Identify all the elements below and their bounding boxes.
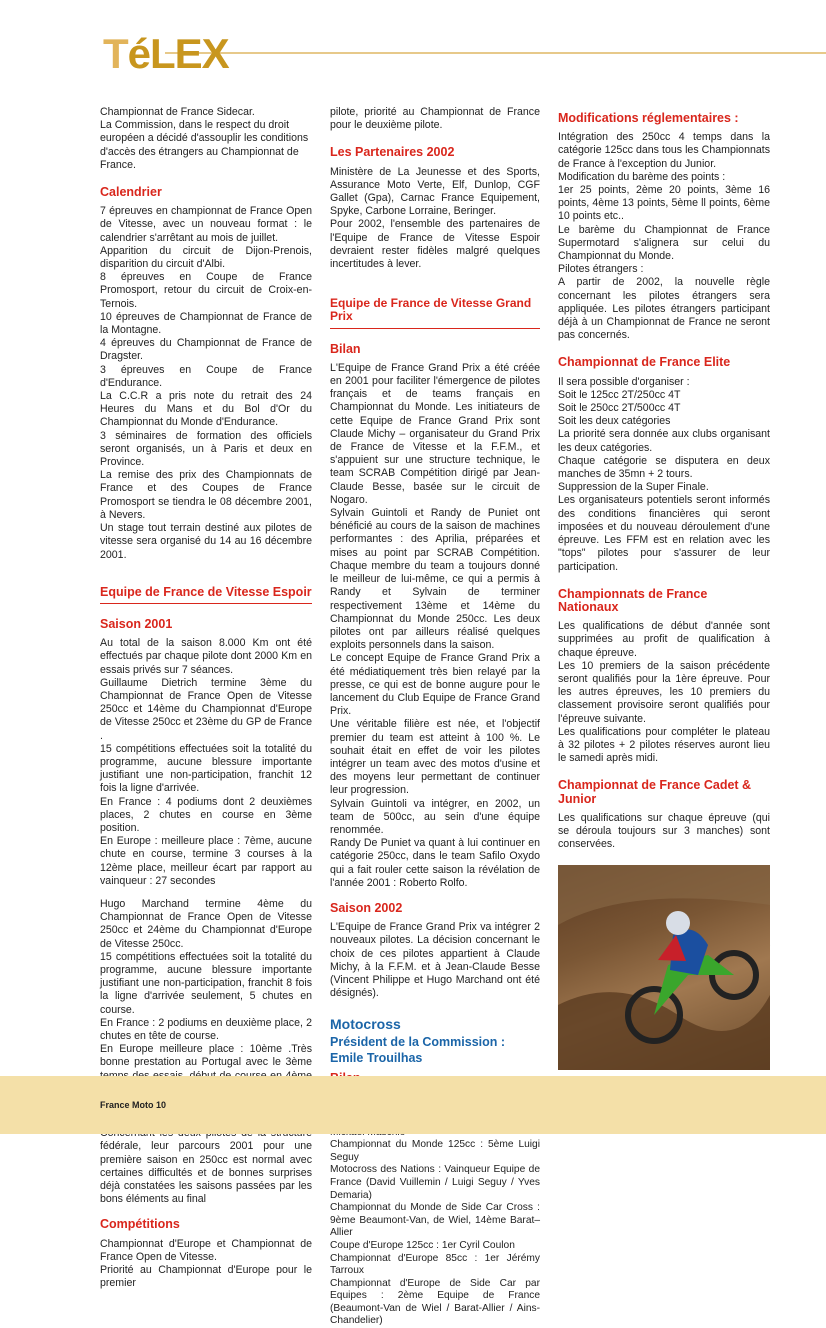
- modif-item: A partir de 2002, la nouvelle règle concernant les pilotes étrangers sera appliquée. Les pilotes étrangers participant déjà à un Championnat de France ne seront pas concernés.: [558, 276, 770, 342]
- cadet-heading: Championnat de France Cadet & Junior: [558, 778, 752, 806]
- mx-bilan-item: Coupe d'Europe 125cc : 1er Cyril Coulon: [330, 1239, 515, 1251]
- gp-bilan-paragraph: Le concept Equipe de France Grand Prix a été médiatiquement très bien relayé par la presse, ce qui est de bonne augure pour le lancement du Club Equipe de France Grand Prix.: [330, 652, 540, 718]
- nationaux-list: [558, 620, 770, 765]
- calendrier-item: Apparition du circuit de Dijon-Prenois, disparition du circuit d'Albi.: [100, 244, 312, 271]
- nationaux-heading: Championnats de France Nationaux: [558, 586, 708, 614]
- calendrier-item: 3 séminaires de formation des officiels seront organisés, un à Paris et deux en Province.: [100, 429, 312, 469]
- elite-heading: Championnat de France Elite: [558, 355, 731, 370]
- bilan-text: fédérale, leur parcours 2001 pour une première saison en 250cc est normal avec certaines difficultés et de bonnes surprises déjà constatées les saisons passées par les bons éléments au final: [100, 1140, 312, 1206]
- gp-bilan-heading: Bilan: [330, 341, 361, 356]
- elite-item: Soit les deux catégories: [558, 415, 671, 428]
- motocross-heading: Motocross: [330, 1016, 401, 1033]
- elite-item: Il sera possible d'organiser :: [558, 375, 690, 388]
- gp-bilan-paragraph: Randy De Puniet va quant à lui continuer en catégorie 250cc, dans le team Safilo Oxydo qui a fait rouler cette saison la révélation de l'année 2001 : Roberto Rolfo.: [330, 837, 540, 889]
- calendrier-list: [100, 205, 312, 561]
- gp-heading: Equipe de France de Vitesse Grand Prix: [330, 296, 532, 324]
- partenaires-list: [330, 166, 540, 272]
- modif-item: Le barème du Championnat de France Supermotard s'alignera sur celui du Championnat du Monde.: [558, 223, 770, 263]
- modif-item: Modification du barème des points :: [558, 170, 726, 183]
- gp-bilan-paragraph: Sylvain Guintoli va intégrer, en 2002, un team de 500cc, au sein d'une équipe renommée.: [330, 797, 540, 836]
- saison-2001-heading: Saison 2001: [100, 616, 173, 631]
- cadet-text: Les qualifications sur chaque épreuve (qui se déroula toujours sur 3 manches) sont conservées.: [558, 811, 770, 851]
- modif-item: 1er 25 points, 2ème 20 points, 3ème 16 points, 4ème 13 points, 5ème ll points, 6ème 10 points etc..: [558, 184, 770, 223]
- calendrier-item: 4 épreuves du Championnat de France de Dragster.: [100, 337, 312, 363]
- footer-label: France Moto 10: [100, 1100, 167, 1110]
- calendrier-item: Un stage tout terrain destiné aux pilotes de vitesse sera organisé du 14 au 16 décembre 2001.: [100, 522, 312, 561]
- elite-item: Soit le 250cc 2T/500cc 4T: [558, 402, 681, 415]
- saison-paragraph: En Europe : meilleure place : 7ème, aucune chute en course, termine 3 courses à la 12ème place, meilleur écart par rapport au vainqueur : 27 secondes: [100, 835, 312, 887]
- saison-paragraph: En Europe meilleure place : 10ème .Très bonne prestation au Portugal avec le 3ème: [100, 1043, 312, 1069]
- gp-bilan-paragraph: L'Equipe de France Grand Prix a été créée en 2001 pour faciliter l'émergence de pilotes français et de teams français en Championnat du Monde. Les initiateurs de cette Equipe de France Grand Prix sont Claude Michy – organisateur du Grand Prix de France de Vitesse et la F.F.M., et s'appuient sur une structure technique, le team SCRAB Compétition dirigé par Jean-Claude Besse, basée sur le circuit de Nogaro.: [330, 361, 540, 506]
- modif-heading: Modifications réglementaires :: [558, 111, 739, 125]
- gp-bilan-paragraph: Une véritable filière est née, et l'objectif premier du team est atteint à 100 %. Le souhait était en effet de voir les pilotes intégrer un team avec des motos d'usine et des moyens leur permettant de continuer leur progression.: [330, 718, 540, 797]
- competitions-heading: Compétitions: [100, 1217, 180, 1232]
- competitions-item: Championnat d'Europe et Championnat de France Open de Vitesse.: [100, 1237, 312, 1263]
- gp-bilan-list: [330, 362, 540, 890]
- mx-bilan-item: Championnat du Monde 125cc : 5ème Luigi Seguy: [330, 1139, 540, 1163]
- partenaires-paragraph: Ministère de La Jeunesse et des Sports, Assurance Moto Verte, Elf, Dunlop, CGF Gallet (Gpa), Carnac France Equipement, Spyke, Carbone Lorraine, Beringer.: [330, 165, 540, 218]
- calendrier-item: 7 épreuves en championnat de France Open de Vitesse, avec un nouveau format : le calendrier s'arrêtant au mois de juillet.: [100, 205, 312, 244]
- calendrier-item: La C.C.R a pris note du retrait des 24 Heures du Mans et du Bol d'Or du Championnat du Monde d'Endurance.: [100, 390, 312, 429]
- header-rule: [165, 52, 826, 54]
- telex-logo: TéLEX: [103, 30, 229, 77]
- calendrier-item: 3 épreuves en Coupe de France d'Endurance.: [100, 363, 312, 389]
- elite-item: Les organisateurs potentiels seront informés des conditions financières qui seront imposées et du nouveau déroulement d'une épreuve. Les FFM est en relation avec les "tops" pilotes pour s'assurer de leur participation.: [558, 494, 770, 573]
- saison-paragraph: [100, 888, 312, 898]
- calendrier-item: 10 épreuves de Championnat de France de la Montagne.: [100, 310, 312, 337]
- mx-bilan-item: Motocross des Nations : Vainqueur Equipe de France (David Vuillemin / Luigi Seguy / Yves Demaria): [330, 1164, 540, 1201]
- gp-rule: [330, 328, 540, 329]
- calendrier-item: 8 épreuves en Coupe de France Promosport, retour du circuit de Croix-en-Ternois.: [100, 271, 312, 310]
- calendrier-heading: Calendrier: [100, 185, 162, 200]
- modif-item: Intégration des 250cc 4 temps dans la catégorie 125cc dans tous les Championnats de France à l'exception du Junior.: [558, 131, 770, 170]
- elite-item: La priorité sera donnée aux clubs organisant les deux catégories.: [558, 428, 770, 454]
- nationaux-item: Les 10 premiers de la saison précédente seront qualifiés pour la 1ère épreuve. Pour les autres épreuves, les 10 premiers du classement provisoire seront qualifiés pour l'épreuve suivante.: [558, 659, 770, 725]
- column-2: [330, 106, 540, 1328]
- elite-item: Soit le 125cc 2T/250cc 4T: [558, 388, 681, 401]
- masthead: [0, 0, 826, 90]
- col2-intro: pilote, priorité au Championnat de France pour le deuxième pilote.: [330, 106, 540, 132]
- calendrier-item: La remise des prix des Championnats de France et des Coupes de France Promosport se tiendra le 08 décembre 2001, à Nevers.: [100, 469, 312, 521]
- saison-2001-list: [100, 637, 312, 1096]
- mx-bilan-item: Championnat d'Europe 85cc : 1er Jérémy Tarroux: [330, 1252, 540, 1277]
- saison-paragraph: En France : 4 podiums dont 2 deuxièmes places, 2 chutes en course en 3ème position.: [100, 795, 312, 834]
- partenaires-paragraph: Pour 2002, l'ensemble des partenaires de l'Equipe de France de Vitesse Espoir devraient rester fidèles malgré quelques incertitudes à lever.: [330, 218, 540, 271]
- saison-paragraph: 15 compétitions effectuées soit la totalité du programme, aucune blessure importante justifiant une non-participation, franchit 8 fois la ligne d'arrivée seulement, 5 chutes en course.: [100, 950, 312, 1016]
- saison-paragraph: 15 compétitions effectuées soit la totalité du programme, aucune blessure importante justifiant une non-participation, franchit 12 fois la ligne d'arrivée.: [100, 742, 312, 795]
- competitions-list: [100, 1238, 312, 1291]
- gp-bilan-paragraph: Sylvain Guintoli et Randy de Puniet ont bénéficié au cours de la saison de machines performantes : des Aprilia, préparées et mises au point par SCRAB Compétition. Chaque membre du team a toujours donné le meilleur de lui-même, ce qui a permis à Randy et Sylvain de terminer respectivement 13ème et 14ème du Championnat du Monde 250cc. Les deux pilotes ont par ailleurs réalisé quelques exploits personnels dans la saison.: [330, 507, 540, 652]
- saison-paragraph: Hugo Marchand termine 4ème du Championnat de France Open de Vitesse 250cc et 24ème du Championnat d'Europe de Vitesse 250cc.: [100, 897, 312, 950]
- elite-item: Suppression de la Super Finale.: [558, 481, 709, 494]
- saison-2002-heading: Saison 2002: [330, 900, 403, 915]
- competitions-item: Priorité au Championnat d'Europe pour le premier: [100, 1264, 312, 1290]
- saison-paragraph: En France : 2 podiums en deuxième place, 2 chutes en tête de course.: [100, 1016, 312, 1042]
- mx-bilan-item: Championnat d'Europe de Side Car par Equipes : 2ème Equipe de France (Beaumont-Van de Wiel / Barat-Allier / Ains-Chandelier): [330, 1277, 540, 1327]
- modif-item: Pilotes étrangers :: [558, 263, 644, 276]
- saison-paragraph: Au total de la saison 8.000 Km ont été effectués par chaque pilote dont 2000 Km en essais privés sur 7 séances.: [100, 637, 312, 676]
- nationaux-item: Les qualifications pour compléter le plateau à 32 pilotes + 2 pilotes réserves auront lieu le samedi après midi.: [558, 725, 770, 765]
- espoir-heading: Equipe de France de Vitesse Espoir: [100, 584, 312, 599]
- modif-list: [558, 131, 770, 342]
- intro-text: Championnat de France Sidecar. La Commission, dans le respect du droit européen a décidé d'assouplir les conditions d'accès des étrangers au Championnat de France.: [100, 106, 309, 171]
- motocross-photo: [558, 865, 770, 1070]
- elite-list: [558, 376, 770, 574]
- saison-paragraph: Guillaume Dietrich termine 3ème du Championnat de France Open de Vitesse 250cc et 14ème du Championnat d'Europe de Vitesse 250cc et 23ème du GP de France .: [100, 676, 312, 742]
- espoir-rule: [100, 603, 312, 604]
- nationaux-item: Les qualifications de début d'année sont supprimées au profit de qualification à chaque épreuve.: [558, 620, 770, 659]
- partenaires-heading: Les Partenaires 2002: [330, 145, 455, 160]
- page-footer: [0, 1076, 826, 1134]
- saison-2002-text: L'Equipe de France Grand Prix va intégrer 2 nouveaux pilotes. La décision concernant le choix de ces pilotes appartient à Claude Michy, à la F.F.M. et à Jean-Claude Besse (Vincent Philippe et Hugo Marchand ont été désignés).: [330, 921, 540, 1000]
- elite-item: Chaque catégorie se disputera en deux manches de 35mn + 2 tours.: [558, 454, 770, 481]
- president-heading: Président de la Commission : Emile Trouilhas: [330, 1034, 506, 1065]
- mx-bilan-item: Championnat du Monde de Side Car Cross : 9ème Beaumont-Van, de Wiel, 14ème Barat–Allier: [330, 1202, 540, 1239]
